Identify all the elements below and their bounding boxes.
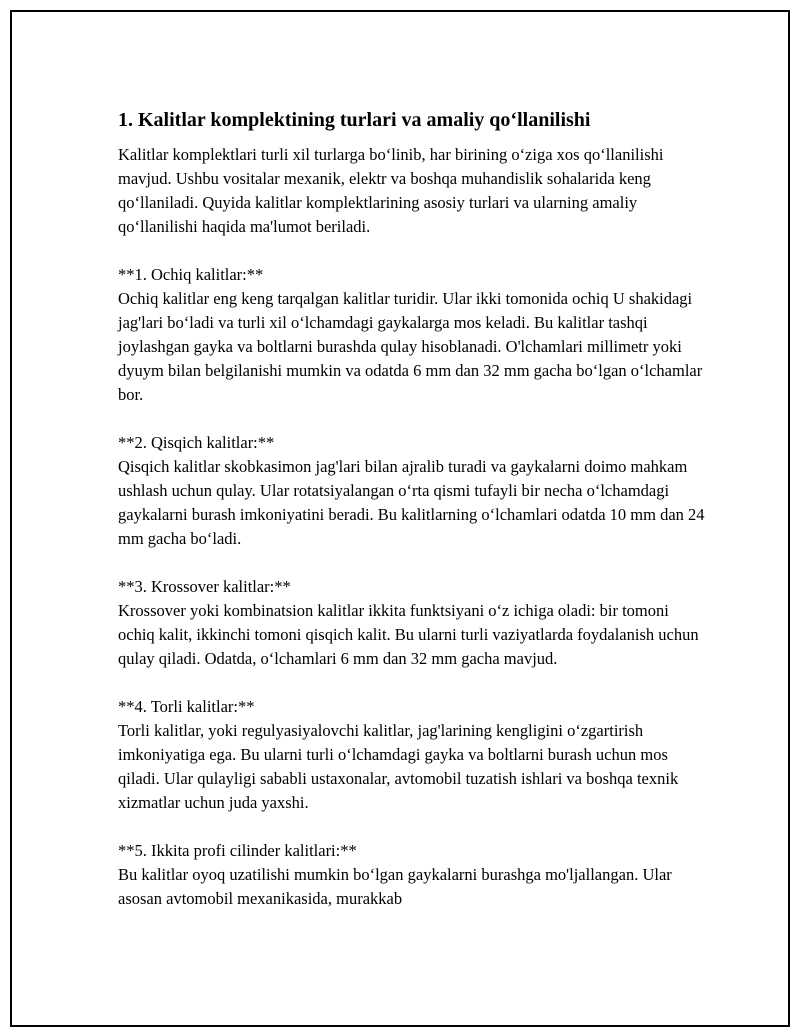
section-cylinder-wrenches [118, 839, 708, 911]
section-crossover-wrenches [118, 575, 708, 671]
section-body: Torli kalitlar, yoki regulyasiyalovchi kalitlar, jag'larining kengligini o‘zgartirish imkoniyatiga ega. Bu ularni turli o‘lchamdagi gayka va boltlarni burash uchun mos qiladi. Ular qulayligi sababli ustaxonalar, avtomobil tuzatish ishlari va boshqa texnik xizmatlar uchun juda yaxshi. [118, 721, 679, 812]
section-heading: **2. Qisqich kalitlar:** [118, 433, 275, 452]
section-body: Bu kalitlar oyoq uzatilishi mumkin bo‘lgan gaykalarni burashga mo'ljallangan. Ular asosan avtomobil mexanikasida, murakkab [118, 865, 672, 908]
document-title: 1. Kalitlar komplektining turlari va amaliy qo‘llanilishi [118, 109, 591, 131]
section-open-wrenches [118, 263, 708, 407]
section-adjustable-wrenches [118, 695, 708, 815]
section-body: Ochiq kalitlar eng keng tarqalgan kalitlar turidir. Ular ikki tomonida ochiq U shakidagi jag'lari bo‘ladi va turli xil o‘lchamdagi gaykalarga mos keladi. Bu kalitlar tashqi joylashgan gayka va boltlarni burashda qulay hisoblanadi. O'lchamlari millimetr yoki dyuym bilan belgilanishi mumkin va odatda 6 mm dan 32 mm gacha bo‘lgan o‘lchamlar bor. [118, 289, 703, 404]
intro-paragraph: Kalitlar komplektlari turli xil turlarga bo‘linib, har birining o‘ziga xos qo‘llanilishi mavjud. Ushbu vositalar mexanik, elektr va boshqa muhandislik sohalarida keng qo‘llaniladi. Quyida kalitlar komplektlarining asosiy turlari va ularning amaliy qo‘llanilishi haqida ma'lumot beriladi. [118, 145, 664, 236]
section-body: Krossover yoki kombinatsion kalitlar ikkita funktsiyani o‘z ichiga oladi: bir tomoni ochiq kalit, ikkinchi tomoni qisqich kalit. Bu ularni turli vaziyatlarda foydalanish uchun qulay qiladi. Odatda, o‘lchamlari 6 mm dan 32 mm gacha mavjud. [118, 601, 699, 668]
document-content [118, 108, 708, 935]
section-heading: **5. Ikkita profi cilinder kalitlari:** [118, 841, 357, 860]
section-heading: **1. Ochiq kalitlar:** [118, 265, 264, 284]
section-heading: **3. Krossover kalitlar:** [118, 577, 291, 596]
section-heading: **4. Torli kalitlar:** [118, 697, 255, 716]
section-body: Qisqich kalitlar skobkasimon jag'lari bilan ajralib turadi va gaykalarni doimo mahkam ushlash uchun qulay. Ular rotatsiyalangan o‘rta qismi tufayli bir necha o‘lchamdagi gaykalarni burash imkoniyatini beradi. Bu kalitlarning o‘lchamlari odatda 10 mm dan 24 mm gacha bo‘ladi. [118, 457, 705, 548]
page-frame [10, 10, 790, 1027]
section-clamp-wrenches [118, 431, 708, 551]
